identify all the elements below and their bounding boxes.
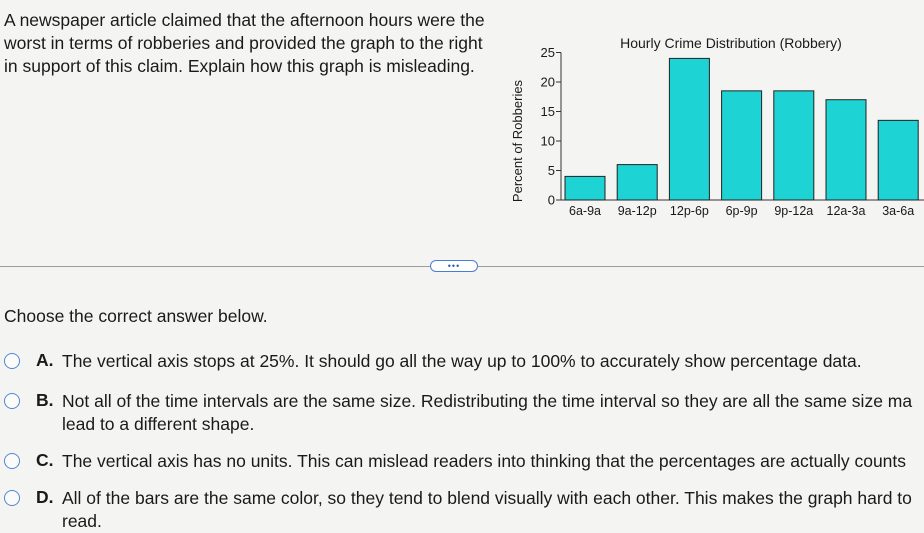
bar	[669, 58, 709, 200]
option-text-line: read.	[62, 511, 102, 531]
option-letter: D.	[36, 487, 54, 507]
question-line: A newspaper article claimed that the afternoon hours were the	[4, 10, 485, 30]
radio-button[interactable]	[4, 490, 20, 506]
y-tick-label: 0	[547, 192, 555, 208]
y-tick-label: 15	[540, 104, 555, 119]
option-text	[62, 390, 912, 436]
bar	[878, 120, 918, 200]
x-tick-label: 9a-12p	[617, 204, 657, 218]
x-tick-label: 3a-6a	[882, 204, 915, 218]
bar	[565, 176, 605, 200]
option-text-line: lead to a different shape.	[62, 414, 255, 434]
bar-chart-svg	[505, 28, 924, 258]
option-text-line: All of the bars are the same color, so they tend to blend visually with each other. This makes the graph hard to	[62, 488, 912, 508]
x-tick-label: 12p-6p	[669, 204, 709, 218]
y-tick-label: 20	[540, 74, 555, 90]
x-tick-label: 6a-9a	[569, 204, 601, 218]
bar	[617, 165, 657, 200]
answer-prompt: Choose the correct answer below.	[4, 306, 268, 326]
bar	[722, 91, 762, 200]
x-tick-label: 9p-12a	[774, 204, 814, 218]
radio-button[interactable]	[4, 453, 20, 469]
question-line: in support of this claim. Explain how this graph is misleading.	[4, 56, 475, 76]
y-tick-label: 5	[547, 163, 555, 178]
y-axis-label: Percent of Robberies	[510, 79, 525, 203]
option-text	[62, 487, 912, 533]
radio-button[interactable]	[4, 353, 20, 369]
bar	[826, 100, 866, 200]
option-text-line: The vertical axis stops at 25%. It should go all the way up to 100% to accurately show percentage data.	[62, 351, 862, 371]
chart-title: Hourly Crime Distribution (Robbery)	[620, 35, 842, 51]
x-tick-label: 12a-3a	[826, 204, 866, 218]
bar-chart	[505, 28, 924, 258]
question-line: worst in terms of robberies and provided the graph to the right	[4, 33, 483, 53]
more-button[interactable]: •••	[430, 260, 478, 272]
radio-button[interactable]	[4, 393, 20, 409]
option-letter: A.	[36, 350, 54, 370]
option-text	[62, 450, 906, 473]
option-letter: C.	[36, 450, 54, 470]
x-tick-label: 6p-9p	[725, 204, 758, 218]
option-letter: B.	[36, 390, 54, 410]
option-text-line: Not all of the time intervals are the same size. Redistributing the time interval so they are all the same size ma	[62, 391, 913, 411]
option-text-line: The vertical axis has no units. This can mislead readers into thinking that the percentages are actually counts	[62, 451, 907, 471]
y-tick-label: 10	[540, 133, 555, 149]
question-text	[4, 9, 504, 78]
option-text	[62, 350, 862, 373]
bar	[774, 91, 814, 200]
y-tick-label: 25	[540, 45, 555, 60]
